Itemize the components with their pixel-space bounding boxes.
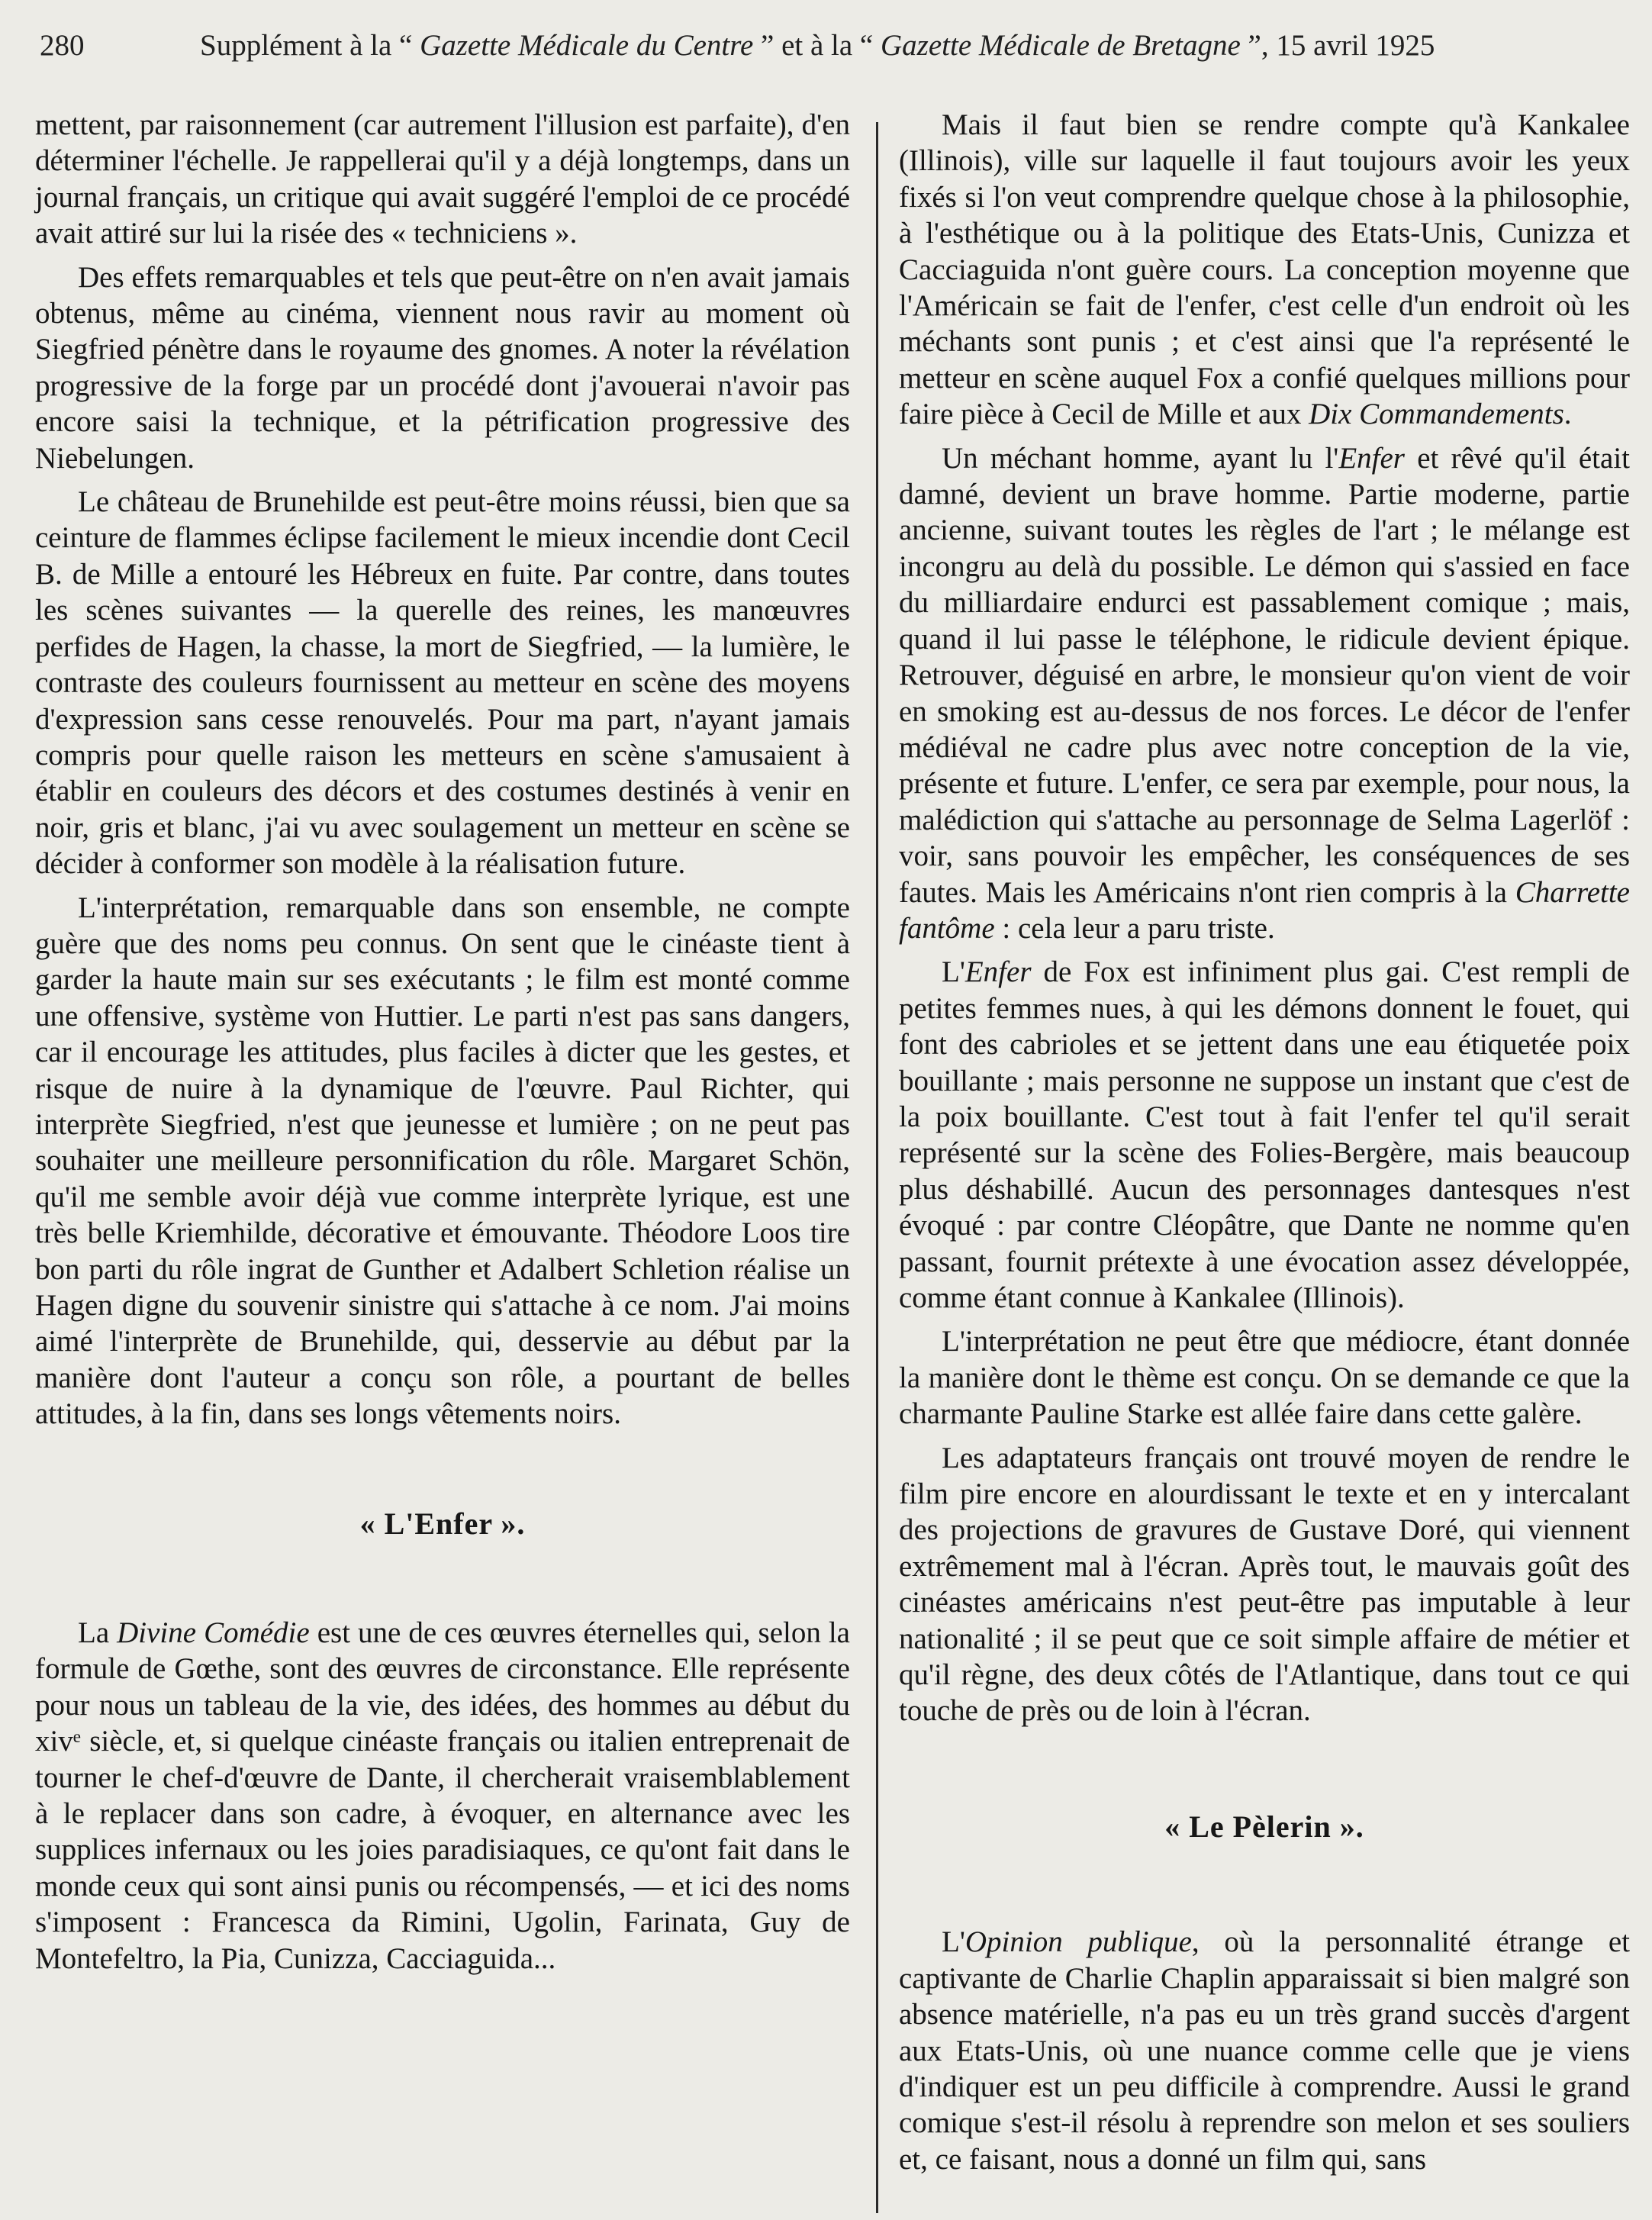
paragraph: mettent, par raisonnement (car autrement l'illusion est parfaite), d'en déterminer l'échelle. Je rappellerai qu'il y a déjà longtemps, dans un journal français, un critique qui avait suggéré l'emploi de ce procédé avait attiré sur lui la risée des « techniciens ». xyxy=(35,108,850,250)
gazette-name-centre: Gazette Médicale du Centre xyxy=(412,29,762,62)
header-title xyxy=(200,23,1435,69)
section-title-enfer: « L'Enfer ». xyxy=(359,1506,526,1541)
paragraph-text: Mais il faut bien se rendre compte qu'à Kankalee (Illinois), ville sur laquelle il faut toujours avoir les yeux fixés si l'on veut comprendre quelque chose à la philosophie, à l'esthétique ou à la politique des Etats-Unis, Cunizza et Cacciaguida n'ont guère cours. La conception moyenne que l'Américain se fait de l'enfer, c'est celle d'un endroit où les méchants sont punis ; et c'est ainsi que l'a représenté le metteur en scène auquel Fox a confié quelques millions pour faire pièce à Cecil de Mille et aux xyxy=(899,108,1630,431)
paragraph-text: . xyxy=(1563,398,1572,431)
right-column xyxy=(899,107,1630,2177)
paragraph xyxy=(899,107,1630,433)
paragraph-text: et rêvé qu'il était damné, devient un brave homme. Partie moderne, partie ancienne, suivant toutes les règles de l'art ; le mélange est incongru au delà du possible. Le démon qui s'assied en face du milliardaire endurci est passablement comique ; mais, quand il lui passe le téléphone, le ridicule devient épique. Retrouver, déguisé en arbre, le monsieur qu'on vient de voir en smoking est au-dessus de nos forces. Le décor de l'enfer médiéval ne cadre plus avec notre conception de la vie, présente et future. L'enfer, ce sera par exemple, pour nous, la malédiction qui s'attache au personnage de Selma Lagerlöf : voir, sans pouvoir les empêcher, les conséquences de ses fautes. Mais les Américains n'ont rien compris à la xyxy=(899,441,1630,909)
paragraph-text: L' xyxy=(942,1925,965,1959)
paragraph-text: Un méchant homme, ayant lu l' xyxy=(942,441,1339,475)
paragraph xyxy=(899,440,1630,947)
header-title-part: ” et à la “ xyxy=(761,29,874,62)
work-title: Divine Comédie xyxy=(117,1616,310,1650)
header-title-part: Supplément à la “ xyxy=(200,29,413,62)
column-divider xyxy=(876,122,878,2213)
gazette-name-bretagne: Gazette Médicale de Bretagne xyxy=(873,29,1248,62)
paragraph: Le château de Brunehilde est peut-être moins réussi, bien que sa ceinture de flammes éclipse facilement le mieux incendie dont Cecil B. de Mille a entouré les Hébreux en fuite. Par contre, dans toutes les scènes suivantes — la querelle des reines, les manœuvres perfides de Hagen, la chasse, la mort de Siegfried, — la lumière, le contraste des couleurs fournissent au metteur en scène des moyens d'expression sans cesse renouvelés. Pour ma part, n'ayant jamais compris pour quelle raison les metteurs en scène s'amusaient à établir en couleurs des décors et des costumes destinés à venir en noir, gris et blanc, j'ai vu avec soulagement un metteur en scène se décider à conformer son modèle à la réalisation future. xyxy=(35,485,850,881)
work-title: Opinion publique xyxy=(964,1925,1192,1959)
paragraph xyxy=(899,1924,1630,2177)
page-number: 280 xyxy=(40,29,85,62)
work-title: Enfer xyxy=(1338,441,1405,475)
paragraph xyxy=(35,1615,850,1977)
paragraph xyxy=(899,954,1630,1316)
header-date: ”, 15 avril 1925 xyxy=(1248,29,1435,62)
paragraph: Des effets remarquables et tels que peut-être on n'en avait jamais obtenus, même au cinéma, viennent nous ravir au moment où Siegfried pénètre dans le royaume des gnomes. A noter la révélation progressive de la forge par un procédé dont j'avouerai n'avoir pas encore saisi la technique, et la pétrification progressive des Niebelungen. xyxy=(35,260,850,475)
section-title-pelerin: « Le Pèlerin ». xyxy=(1164,1809,1364,1844)
paragraph-text: L' xyxy=(942,955,965,989)
paragraph-text: , où la personnalité étrange et captivante de Charlie Chaplin apparaissait si bien malgré son absence matérielle, n'a pas eu un très grand succès d'argent aux Etats-Unis, où une nuance comme celle que je viens d'indiquer est un peu difficile à comprendre. Aussi le grand comique s'est-il résolu à reprendre son melon et ses souliers et, ce faisant, nous a donné un film qui, sans xyxy=(899,1925,1630,2176)
paragraph: Les adaptateurs français ont trouvé moyen de rendre le film pire encore en alourdissant le texte et en y intercalant des projections de gravures de Gustave Doré, qui viennent extrêmement mal à l'écran. Après tout, le mauvais goût des cinéastes américains n'est peut-être pas imputable à leur nationalité ; il se peut que ce soit simple affaire de métier et qu'il règne, des deux côtés de l'Atlantique, dans tout ce qui touche de près ou de loin à l'écran. xyxy=(899,1441,1630,1728)
paragraph-text: : cela leur a paru triste. xyxy=(994,911,1275,945)
work-title: Charrette fantôme xyxy=(899,875,1630,945)
paragraph: L'interprétation ne peut être que médiocre, étant donnée la manière dont le thème est conçu. On se demande ce que la charmante Pauline Starke est allée faire dans cette galère. xyxy=(899,1325,1630,1431)
paragraph-text: est une de ces œuvres éternelles qui, selon la formule de Gœthe, sont des œuvres de circonstance. Elle représente pour nous un tableau de la vie, des idées, des hommes au début du xivᵉ siècle, et, si quelque cinéaste français ou italien entreprenait de tourner le chef-d'œuvre de Dante, il chercherait vraisemblablement à le replacer dans son cadre, à évoquer, en alternance avec les supplices infernaux ou les joies paradisiaques, ce qu'ont fait dans le monde ceux qui sont ainsi punis ou récompensés, — et ici des noms s'imposent : Francesca da Rimini, Ugolin, Farinata, Guy de Montefeltro, la Pia, Cunizza, Cacciaguida... xyxy=(35,1616,850,1975)
paragraph: L'interprétation, remarquable dans son ensemble, ne compte guère que des noms peu connus. On sent que le cinéaste tient à garder la haute main sur ses exécutants ; le film est monté comme une offensive, système von Huttier. Le parti n'est pas sans dangers, car il encourage les attitudes, plus faciles à dicter que les gestes, et risque de nuire à la dynamique de l'œuvre. Paul Richter, qui interprète Siegfried, n'est que jeunesse et lumière ; on ne peut pas souhaiter une meilleure personnification du rôle. Margaret Schön, qu'il me semble avoir déjà vue comme interprète lyrique, est une très belle Kriemhilde, décorative et émouvante. Théodore Loos tire bon parti du rôle ingrat de Gunther et Adalbert Schletion réalise un Hagen digne du souvenir sinistre qui s'attache à ce nom. J'ai moins aimé l'interprète de Brunehilde, qui, desservie au début par la manière dont l'auteur a conçu son rôle, a pourtant de belles attitudes, à la fin, dans ses longs vêtements noirs. xyxy=(35,891,850,1431)
paragraph-text: de Fox est infiniment plus gai. C'est rempli de petites femmes nues, à qui les démons donnent le fouet, qui font des cabrioles et se jettent dans une eau étiquetée poix bouillante ; mais personne ne suppose un instant que c'est de la poix bouillante. C'est tout à fait l'enfer tel qu'il serait représenté sur la scène des Folies-Bergère, mais beaucoup plus déshabillé. Aucun des personnages dantesques n'est évoqué : par contre Cléopâtre, que Dante ne nomme qu'en passant, fournit prétexte à une évocation assez développée, comme étant connue à Kankalee (Illinois). xyxy=(899,955,1630,1314)
running-head xyxy=(40,23,1621,69)
left-column xyxy=(35,107,850,1977)
paragraph-text: La xyxy=(78,1616,118,1650)
work-title: Dix Commandements xyxy=(1309,398,1564,431)
work-title: Enfer xyxy=(964,955,1032,989)
